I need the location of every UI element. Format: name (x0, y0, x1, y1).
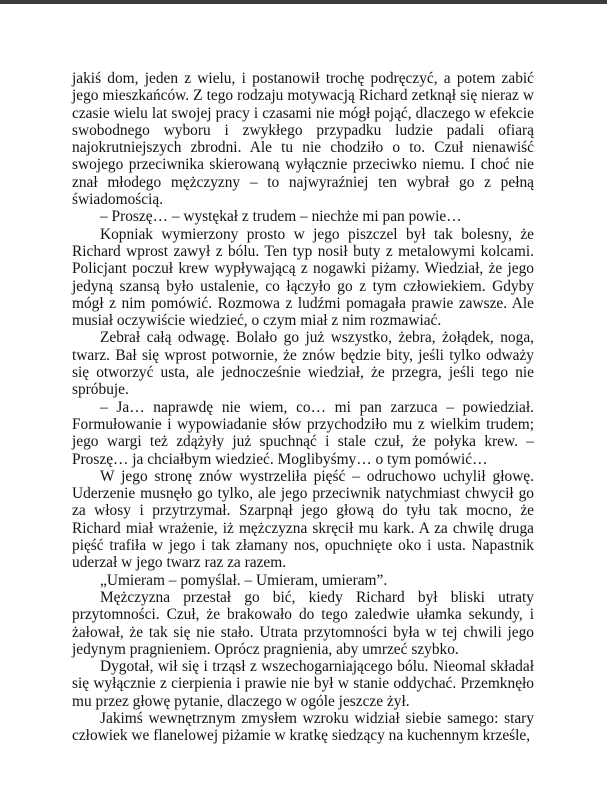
paragraph: – Ja… naprawdę nie wiem, co… mi pan zarzuca – powiedział. Formułowanie i wypowiadanie słów przychodziło mu z wielkim trudem; jego wargi też zdążyły już spuchnąć i stale czuł, że połyka krew. – Proszę… ja chciałbym wiedzieć. Moglibyśmy… o tym pomówić… (72, 398, 534, 468)
paragraph: Mężczyzna przestał go bić, kiedy Richard był bliski utraty przytomności. Czuł, że brakowało do tego zaledwie ułamka sekundy, i żałował, że tak się nie stało. Utrata przytomności była w tej chwili jego jedynym pragnieniem. Oprócz pragnienia, aby umrzeć szybko. (72, 588, 534, 658)
paragraph: Zebrał całą odwagę. Bolało go już wszystko, żebra, żołądek, noga, twarz. Bał się wprost potwornie, że znów będzie bity, jeśli tylko odważy się otworzyć usta, ale jednocześnie wiedział, że przegra, jeśli tego nie spróbuje. (72, 329, 534, 399)
paragraph: W jego stronę znów wystrzeliła pięść – odruchowo uchylił głowę. Uderzenie musnęło go tylko, ale jego przeciwnik natychmiast chwycił go za włosy i przytrzymał. Szarpnął jego głową do tyłu tak mocno, że Richard miał wrażenie, iż mężczyzna skręcił mu kark. A za chwilę druga pięść trafiła w jego i tak złamany nos, opuchnięte oko i usta. Napastnik uderzał w jego twarz raz za razem. (72, 467, 534, 572)
paragraph: Dygotał, wił się i trząsł z wszechogarniającego bólu. Nieomal składał się wyłącznie z cierpienia i prawie nie był w stanie oddychać. Przemknęło mu przez głowę pytanie, dlaczego w ogóle jeszcze żył. (72, 658, 534, 710)
paragraph: Jakimś wewnętrznym zmysłem wzroku widział siebie samego: stary człowiek we flanelowej piżamie w kratkę siedzący na kuchennym krześle, (72, 709, 534, 745)
window-top-edge (0, 0, 607, 4)
paragraph: Kopniak wymierzony prosto w jego piszczel był tak bolesny, że Richard wprost zawył z bólu. Ten typ nosił buty z metalowymi kolcami. Policjant poczuł krew wypływającą z nogawki piżamy. Wiedział, że jego jedyną szansą było ustalenie, co łączyło go z tym człowiekiem. Gdyby mógł z nim pomówić. Rozmowa z ludźmi pomagała prawie zawsze. Ale musiał oczywiście wiedzieć, o czym miał z nim rozmawiać. (72, 225, 534, 330)
paragraph: jakiś dom, jeden z wielu, i postanowił trochę podręczyć, a potem zabić jego mieszkańców. Z tego rodzaju motywacją Richard zetknął się nieraz w czasie wielu lat swojej pracy i czasami nie mógł pojąć, dlaczego w efekcie swobodnego wyboru i zwykłego przypadku ludzie padali ofiarą najokrutniejszych zbrodni. Ale tu nie chodziło o to. Czuł nienawiść swojego przeciwnika skierowaną wyłącznie przeciwko niemu. I choć nie znał młodego mężczyzny – to najwyraźniej ten wybrał go z pełną świadomością. (72, 70, 534, 209)
paragraph: – Proszę… – wystękał z trudem – niechże mi pan powie… (100, 208, 462, 226)
paragraph: „Umieram – pomyślał. – Umieram, umieram”. (100, 571, 388, 589)
page-text-block (72, 70, 534, 745)
